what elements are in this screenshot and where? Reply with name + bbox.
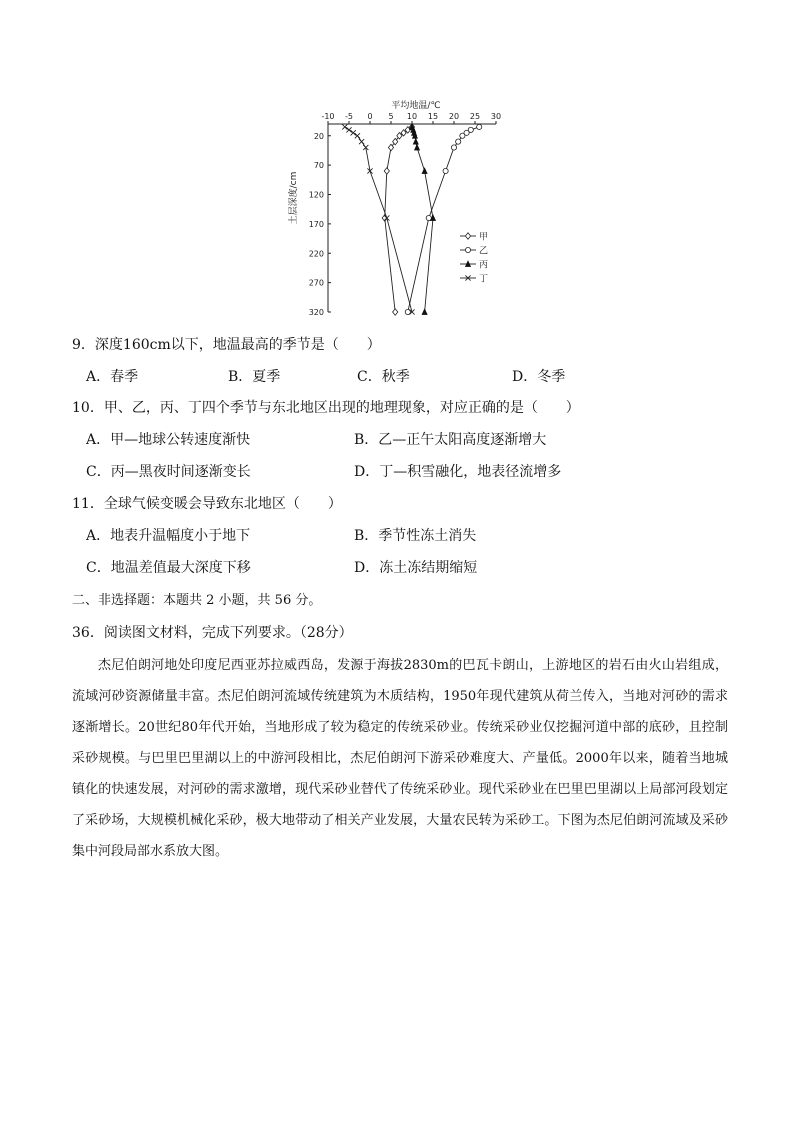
q11-option-b: B．季节性冻土消失 [354, 528, 477, 544]
q9-option-b: B．夏季 [228, 369, 281, 385]
chart-svg [280, 96, 520, 324]
data-point-circle [456, 139, 461, 144]
data-point-x [351, 130, 356, 135]
y-tick-label: 20 [313, 131, 324, 141]
series-line-circle [408, 127, 479, 312]
q10-option-a: A．甲—地球公转速度渐快 [86, 432, 251, 448]
data-point-x [359, 139, 364, 144]
q11-option-a: A．地表升温幅度小于地下 [86, 528, 251, 544]
legend-label: 丙 [479, 260, 489, 271]
data-point-circle [477, 124, 482, 129]
legend-marker-circle [465, 247, 470, 252]
q9-option-d: D．冬季 [512, 369, 566, 385]
series-line-x [345, 127, 412, 312]
legend-label: 甲 [479, 232, 489, 243]
section-2-heading: 二、非选择题：本题共 2 小题，共 56 分。 [72, 593, 322, 608]
x-tick-label: 5 [388, 112, 394, 121]
q11-option-d: D．冻土冻结期缩短 [354, 560, 478, 576]
legend-label: 丁 [479, 274, 489, 285]
data-point-diamond [393, 309, 398, 315]
question-9-stem: 9．深度160cm以下，地温最高的季节是（ ） [72, 337, 381, 353]
x-tick-label: 15 [427, 112, 439, 121]
data-point-triangle [422, 168, 427, 174]
legend-marker-diamond [465, 233, 470, 239]
data-point-triangle [422, 309, 427, 315]
data-point-x [355, 133, 360, 138]
x-tick-label: -5 [345, 112, 353, 121]
y-tick-label: 220 [308, 249, 324, 259]
question-10-stem: 10．甲、乙，丙、丁四个季节与东北地区出现的地理现象，对应正确的是（ ） [72, 400, 580, 416]
q9-option-a: A．春季 [86, 369, 139, 385]
data-point-circle [460, 133, 465, 138]
q11-option-c: C．地温差值最大深度下移 [86, 560, 251, 576]
data-point-diamond [384, 168, 389, 174]
question-36-stem: 36．阅读图文材料，完成下列要求。（28分） [72, 625, 353, 641]
y-tick-label: 120 [308, 190, 324, 200]
q10-option-c: C．丙—黑夜时间逐渐变长 [86, 464, 251, 480]
data-point-x [346, 127, 351, 132]
q9-option-c: C．秋季 [357, 369, 410, 385]
y-tick-label: 320 [308, 308, 324, 317]
legend-label: 乙 [479, 246, 489, 257]
data-point-circle [451, 145, 456, 150]
soil-temperature-chart [280, 96, 520, 324]
x-tick-label: 20 [448, 112, 460, 121]
q10-option-d: D．丁—积雪融化，地表径流增多 [354, 464, 562, 480]
data-point-x [342, 124, 347, 129]
x-tick-label: 0 [367, 112, 373, 121]
y-tick-label: 70 [313, 161, 324, 171]
y-axis-label: 土层深度/cm [289, 171, 299, 225]
chart-title: 平均地温/℃ [391, 101, 441, 111]
data-point-triangle [413, 139, 418, 145]
q10-option-b: B．乙—正午太阳高度逐渐增大 [354, 432, 547, 448]
question-11-stem: 11．全球气候变暖会导致东北地区（ ） [72, 496, 342, 512]
x-tick-label: 10 [406, 112, 418, 121]
y-tick-label: 170 [308, 219, 324, 229]
data-point-circle [443, 168, 448, 173]
x-tick-label: 25 [469, 112, 481, 121]
y-tick-label: 270 [308, 278, 324, 288]
x-tick-label: -10 [321, 112, 335, 121]
data-point-triangle [414, 144, 419, 150]
question-36-material: 杰尼伯朗河地处印度尼西亚苏拉威西岛，发源于海拔2830m的巴瓦卡朗山，上游地区的岩石由火山岩组成，流域河砂资源储量丰富。杰尼伯朗河流域传统建筑为木质结构，1950年现代建筑从荷兰传入，当地对河砂的需求逐渐增长。20世纪80年代开始，当地形成了较为稳定的传统采砂业。传统采砂业仅挖掘河道中部的底砂，且控制采砂规模。与巴里巴里湖以上的中游河段相比，杰尼伯朗河下游采砂难度大、产量低。2000年以来，随着当地城镇化的快速发展，对河砂的需求激增，现代采砂业替代了传统采砂业。现代采砂业在巴里巴里湖以上局部河段划定了采砂场，大规模机械化采砂，极大地带动了相关产业发展，大量农民转为采砂工。下图为杰尼伯朗河流域及采砂集中河段局部水系放大图。 [72, 658, 728, 859]
x-tick-label: 30 [490, 112, 502, 121]
